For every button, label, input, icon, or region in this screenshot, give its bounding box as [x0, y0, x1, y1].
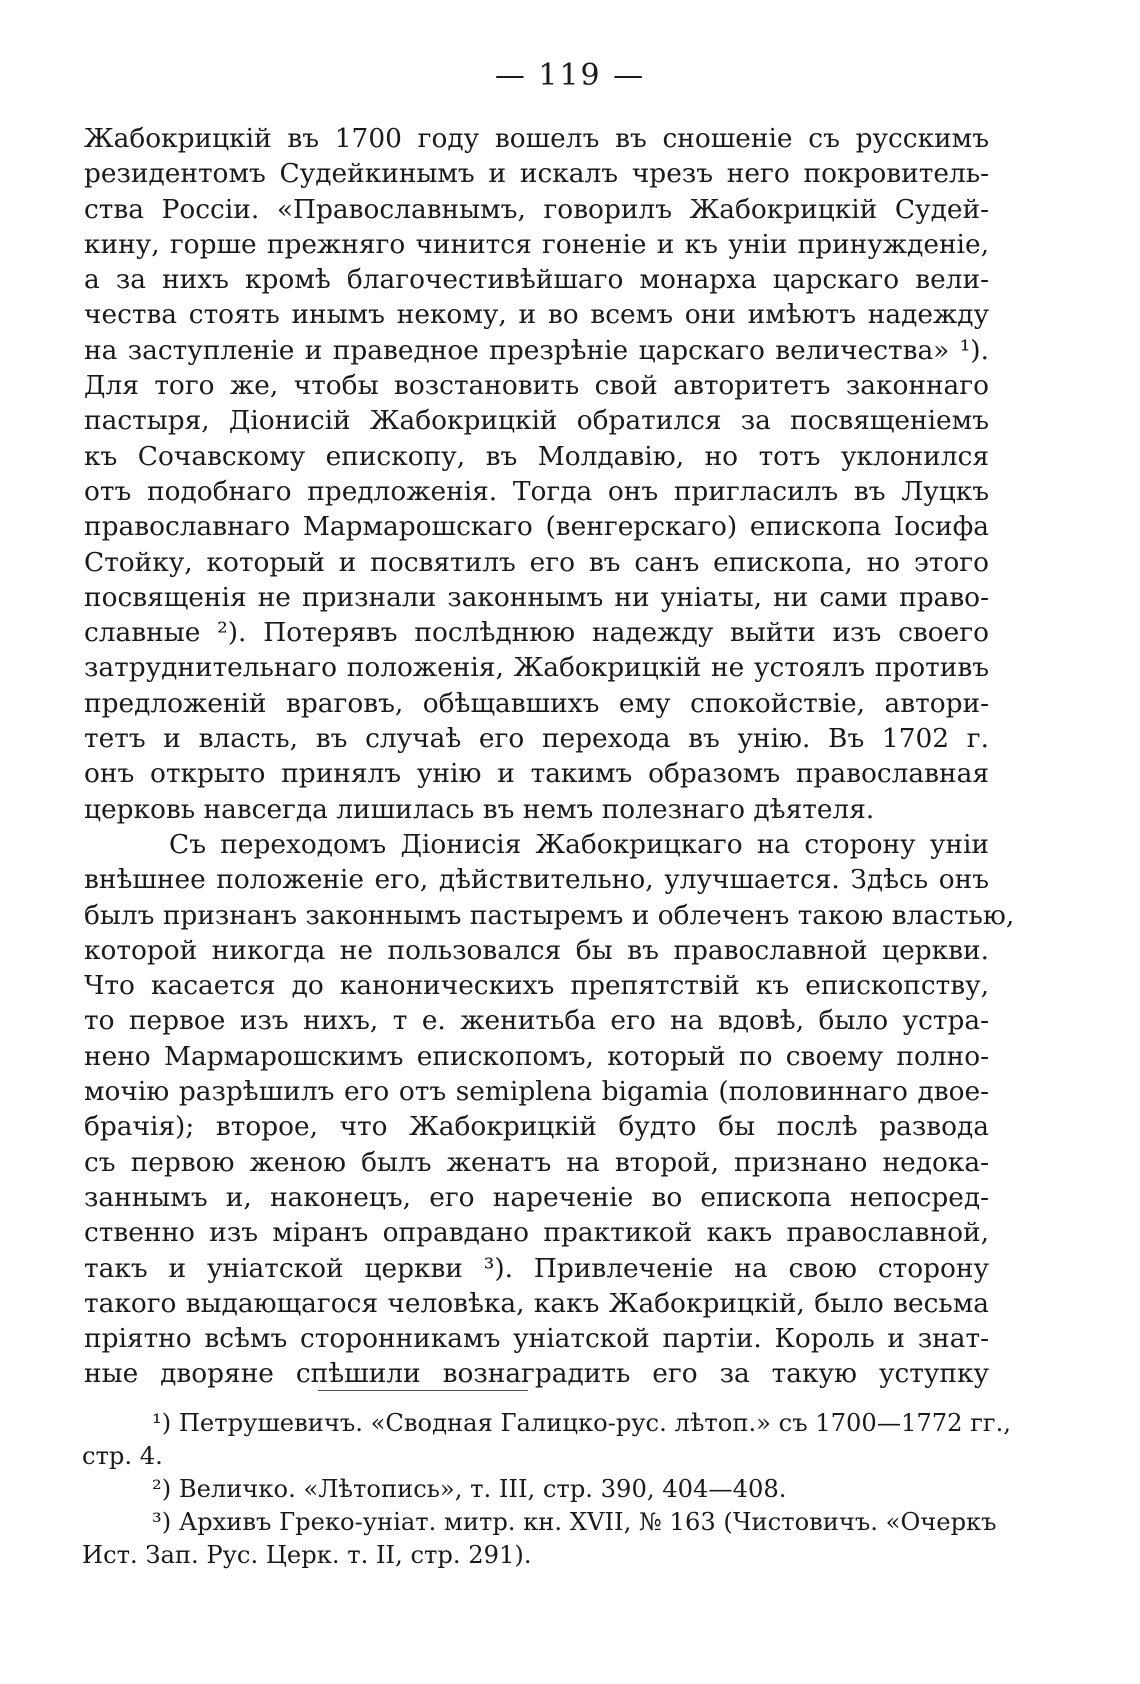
footnotes — [82, 1407, 1011, 1572]
body-line: кину, горше прежняго чинится гоненіе и къ уніи принужденіе, — [84, 228, 989, 260]
footnote-line: ³) Архивъ Греко-уніат. митр. кн. XVII, № 163 (Чистовичъ. «Очеркъ — [152, 1508, 997, 1536]
body-line: посвященія не признали законнымъ ни уніаты, ни сами право- — [84, 581, 989, 613]
body-line: церковь навсегда лишилась въ немъ полезнаго дѣятеля. — [84, 793, 875, 825]
footnote-line: стр. 4. — [82, 1442, 163, 1470]
body-line: внѣшнее положеніе его, дѣйствительно, улучшается. Здѣсь онъ — [84, 864, 989, 896]
body-line: пріятно всѣмъ сторонникамъ уніатской партіи. Король и знат- — [84, 1323, 989, 1355]
body-line: пастыря, Діонисій Жабокрицкій обратился за посвященіемъ — [84, 405, 989, 437]
footnote-line: ²) Величко. «Лѣтопись», т. III, стр. 390, 404—408. — [152, 1475, 787, 1503]
body-line: заннымъ и, наконецъ, его нареченіе во епископа непосред- — [84, 1181, 989, 1213]
body-line: ные дворяне спѣшили вознаградить его за такую уступку — [84, 1358, 989, 1390]
body-line: Жабокрицкій въ 1700 году вошелъ въ сношеніе съ русскимъ — [84, 123, 989, 154]
body-line: тетъ и власть, въ случаѣ его перехода въ унію. Въ 1702 г. — [84, 723, 989, 755]
body-line: православнаго Мармарошскаго (венгерскаго) епископа Іосифа — [84, 511, 989, 543]
body-line: мочію разрѣшилъ его отъ semiplena bigamia (половиннаго двое- — [84, 1076, 989, 1108]
body-line: предложеній враговъ, обѣщавшихъ ему спокойствіе, автори- — [84, 687, 989, 719]
body-line: резидентомъ Судейкинымъ и искалъ чрезъ него покровитель- — [84, 158, 989, 190]
body-line: то первое изъ нихъ, т е. женитьба его на вдовѣ, было устра- — [84, 1005, 989, 1037]
body-line: нено Мармарошскимъ епископомъ, который по своему полно- — [84, 1040, 989, 1072]
body-line: ства Россіи. «Православнымъ, говорилъ Жабокрицкій Судей- — [84, 193, 989, 225]
body-line: къ Сочавскому епископу, въ Молдавію, но тотъ уклонился — [84, 440, 989, 472]
footnote-line: Ист. Зап. Рус. Церк. т. II, стр. 291). — [82, 1541, 532, 1569]
body-line: затруднительнаго положенія, Жабокрицкій не устоялъ противъ — [84, 652, 989, 684]
body-line: такого выдающагося человѣка, какъ Жабокрицкій, было весьма — [84, 1287, 989, 1319]
body-line: на заступленіе и праведное презрѣніе царскаго величества» ¹). — [84, 334, 989, 366]
footnote-divider — [318, 1390, 528, 1391]
body-line: такъ и уніатской церкви ³). Привлеченіе на свою сторону — [84, 1252, 989, 1284]
body-line: Стойку, который и посвятилъ его въ санъ епископа, но этого — [84, 546, 989, 578]
body-line: съ первою женою былъ женатъ на второй, признано недока- — [84, 1146, 989, 1178]
body-line: отъ подобнаго предложенія. Тогда онъ пригласилъ въ Луцкъ — [84, 475, 989, 507]
body-line: а за нихъ кромѣ благочестивѣйшаго монарха царскаго вели- — [84, 264, 989, 296]
body-line: чества стоять инымъ некому, и во всемъ они имѣютъ надежду — [84, 299, 989, 331]
body-line: онъ открыто принялъ унію и такимъ образомъ православная — [84, 758, 989, 790]
body-line: брачія); второе, что Жабокрицкій будто бы послѣ развода — [84, 1111, 989, 1143]
body-line: ственно изъ міранъ оправдано практикой какъ православной, — [84, 1217, 989, 1249]
body-line: былъ признанъ законнымъ пастыремъ и облеченъ такою властью, — [84, 899, 1015, 931]
body-line: славные ²). Потерявъ послѣднюю надежду выйти изъ своего — [84, 617, 989, 649]
body-line: Для того же, чтобы возстановить свой авторитетъ законнаго — [84, 370, 989, 402]
body-line: которой никогда не пользовался бы въ православной церкви. — [84, 934, 989, 966]
body-line: Съ переходомъ Діонисія Жабокрицкаго на сторону уніи — [169, 828, 989, 860]
footnote-line: ¹) Петрушевичъ. «Сводная Галицко-рус. лѣтоп.» съ 1700—1772 гг., — [152, 1409, 1011, 1437]
body-text — [84, 121, 1015, 1392]
page-number: — 119 — — [494, 58, 646, 93]
body-line: Что касается до каноническихъ препятствій къ епископству, — [84, 970, 989, 1002]
